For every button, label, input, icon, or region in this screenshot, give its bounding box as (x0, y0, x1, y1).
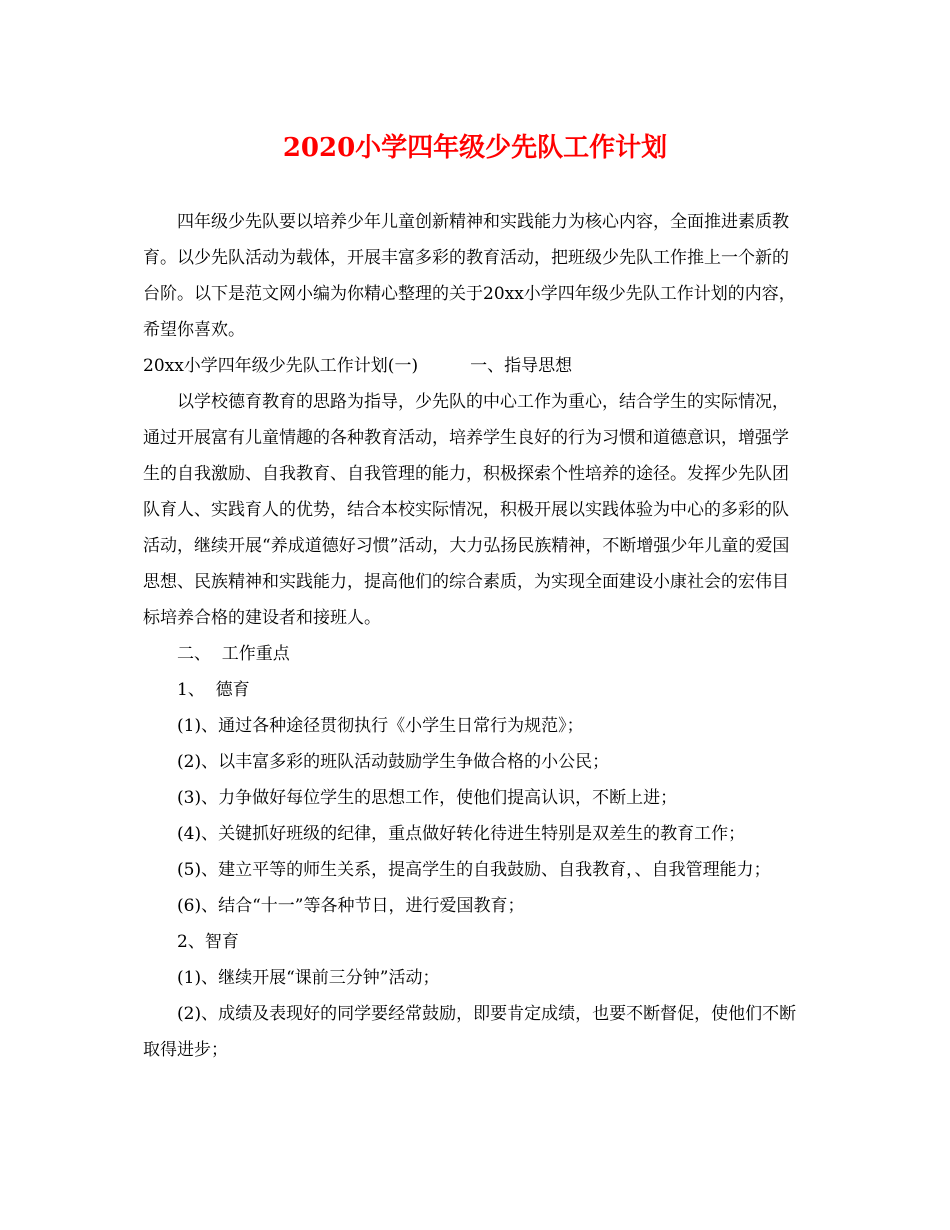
list-item: (5)、建立平等的师生关系，提高学生的自我鼓励、自我教育，、自我管理能力； (177, 860, 771, 880)
plan-heading-line (143, 348, 805, 384)
section2-heading: 二、 工作重点 (177, 644, 290, 664)
list-item: (2)、以丰富多彩的班队活动鼓励学生争做合格的小公民； (177, 752, 610, 772)
moral-heading: 1、 德育 (177, 680, 250, 700)
document-body (143, 204, 805, 1068)
list-item: (1)、继续开展“课前三分钟”活动； (177, 968, 440, 988)
section1-paragraph: 以学校德育教育的思路为指导，少先队的中心工作为重心，结合学生的实际情况，通过开展富有儿童情趣的各种教育活动，培养学生良好的行为习惯和道德意识，增强学生的自我激励、自我教育、自我管理的能力，积极探索个性培养的途径。发挥少先队团队育人、实践育人的优势，结合本校实际情况，积极开展以实践体验为中心的多彩的队活动，继续开展“养成道德好习惯”活动，大力弘扬民族精神，不断增强少年儿童的爱国思想、民族精神和实践能力，提高他们的综合素质，为实现全面建设小康社会的宏伟目标培养合格的建设者和接班人。 (143, 392, 790, 628)
section1-heading: 一、指导思想 (470, 356, 573, 376)
list-item: (2)、成绩及表现好的同学要经常鼓励，即要肯定成绩，也要不断督促，使他们不断取得进步； (143, 1004, 797, 1060)
list-item: (6)、结合“十一”等各种节日，进行爱国教育； (177, 896, 525, 916)
plan-heading: 20xx小学四年级少先队工作计划(一) (143, 356, 419, 376)
document-title: 2020小学四年级少先队工作计划 (282, 133, 668, 163)
list-item: (4)、关键抓好班级的纪律，重点做好转化待进生特别是双差生的教育工作； (177, 824, 746, 844)
intellect-heading: 2、智育 (177, 932, 239, 952)
list-item: (3)、力争做好每位学生的思想工作，使他们提高认识，不断上进； (177, 788, 678, 808)
list-item: (1)、通过各种途径贯彻执行《小学生日常行为规范》； (177, 716, 584, 736)
intro-paragraph: 四年级少先队要以培养少年儿童创新精神和实践能力为核心内容，全面推进素质教育。以少先队活动为载体，开展丰富多彩的教育活动，把班级少先队工作推上一个新的台阶。以下是范文网小编为你精心整理的关于20xx小学四年级少先队工作计划的内容，希望你喜欢。 (143, 212, 796, 340)
